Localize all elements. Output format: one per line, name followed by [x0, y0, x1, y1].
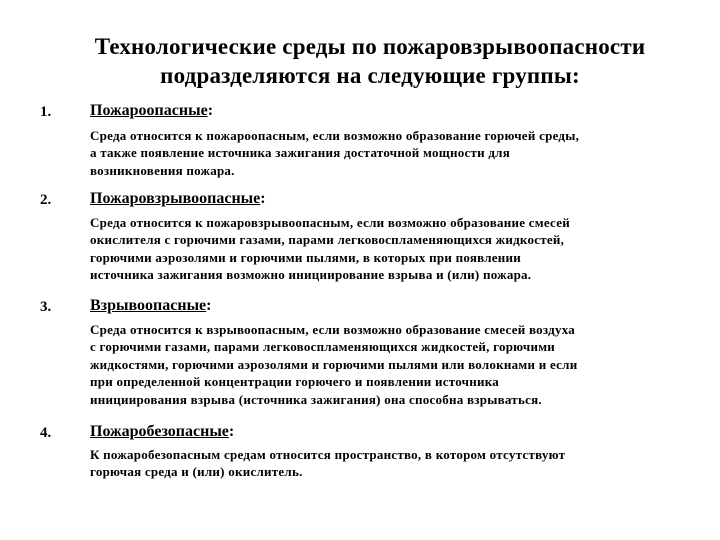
group-1-line-1: Среда относится к пожароопасным, если возможно образование горючей среды,: [90, 128, 580, 143]
group-3-line-4: при определенной концентрации горючего и появлении источника: [90, 374, 500, 390]
group-3-line-3: жидкостями, горючими аэрозолями и горючими пылями или волокнами и если: [90, 356, 578, 372]
group-2-name: Пожаровзрывоопасные: [90, 190, 261, 207]
group-2-colon: :: [260, 190, 266, 207]
group-3-description: [90, 321, 690, 408]
group-4-description: [90, 446, 690, 481]
group-2-line-4: источника зажигания возможно инициирование взрыва и (или) пожара.: [90, 267, 532, 283]
page-title: [60, 32, 680, 90]
group-4-colon: :: [228, 423, 235, 440]
group-3-colon: :: [206, 297, 212, 314]
group-4-line-1: К пожаробезопасным средам относится пространство, в котором отсутствуют: [90, 447, 566, 462]
title-line-1: Технологические среды по пожаровзрывоопасности: [94, 34, 646, 59]
group-3-heading: [90, 297, 211, 315]
group-3-name: Взрывоопасные: [90, 297, 207, 314]
group-1-description: [90, 127, 690, 179]
group-3-line-1: Среда относится к взрывоопасным, если возможно образование смесей воздуха: [90, 322, 576, 337]
group-1-heading: [90, 102, 213, 120]
group-3-line-5: инициирования взрыва (источника зажигания) она способна взрываться.: [90, 391, 542, 407]
group-2-description: [90, 214, 690, 284]
group-4-name: Пожаробезопасные: [90, 423, 229, 440]
group-2-line-1: Среда относится к пожаровзрывоопасным, если возможно образование смесей: [90, 215, 570, 230]
group-1-line-2: а также появление источника зажигания достаточной мощности для: [90, 145, 510, 161]
group-1-number: 1.: [40, 104, 52, 120]
group-2-number: 2.: [40, 192, 52, 208]
group-3-line-2: с горючими газами, парами легковоспламеняющихся жидкостей, горючими: [90, 339, 556, 355]
title-line-2: подразделяются на следующие группы:: [160, 63, 580, 88]
group-2-line-2: окислителя с горючими газами, парами легковоспламеняющихся жидкостей,: [90, 232, 565, 248]
group-1-colon: :: [207, 102, 214, 119]
group-3-number: 3.: [40, 299, 52, 315]
group-4-line-2: горючая среда и (или) окислитель.: [90, 464, 303, 480]
group-2-heading: [90, 190, 266, 208]
group-4-number: 4.: [40, 425, 52, 441]
group-4-heading: [90, 423, 234, 441]
group-1-line-3: возникновения пожара.: [90, 162, 235, 178]
group-1-name: Пожароопасные: [90, 102, 208, 119]
group-2-line-3: горючими аэрозолями и горючими пылями, в которых при появлении: [90, 249, 522, 265]
